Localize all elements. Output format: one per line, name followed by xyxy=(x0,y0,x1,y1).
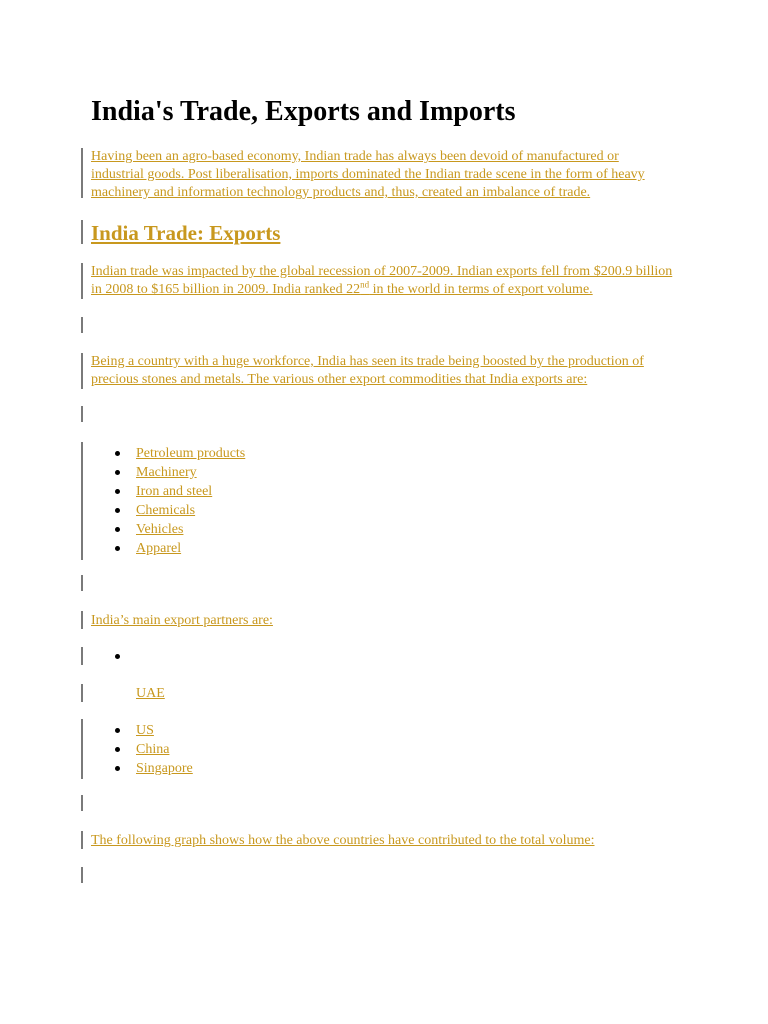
empty-bullet-list xyxy=(91,647,136,666)
recession-paragraph-link[interactable] xyxy=(91,263,683,299)
partners-block xyxy=(81,719,193,779)
commodities-list xyxy=(91,444,245,558)
commodity-link[interactable]: Vehicles xyxy=(136,522,184,537)
spacer-block-5 xyxy=(81,867,91,883)
bullet-icon xyxy=(115,489,120,494)
bullet-icon xyxy=(115,527,120,532)
partner-link[interactable]: US xyxy=(136,723,154,738)
page-title: India's Trade, Exports and Imports xyxy=(91,96,516,127)
intro-paragraph-link[interactable]: Having been an agro-based economy, Indian trade has always been devoid of manufactured or industrial goods. Post liberalisation, imports dominated the Indian trade scene in the form of heavy machinery and information technology products and, thus, created an imbalance of trade. xyxy=(91,149,645,200)
list-item xyxy=(91,520,245,539)
partner-link[interactable]: UAE xyxy=(136,686,165,701)
spacer-block-2 xyxy=(81,406,91,422)
ordinal-suffix: nd xyxy=(360,279,370,290)
list-item xyxy=(91,539,245,558)
bullet-icon xyxy=(115,728,120,733)
bullet-icon xyxy=(115,654,120,659)
bullet-icon xyxy=(115,508,120,513)
commodity-link[interactable]: Chemicals xyxy=(136,503,196,518)
partners-intro-link[interactable]: India’s main export partners are: xyxy=(91,613,273,628)
commodities-block xyxy=(81,442,245,560)
bullet-icon xyxy=(115,451,120,456)
list-item xyxy=(91,740,193,759)
recession-rest: in the world in terms of export volume. xyxy=(369,282,593,297)
spacer-block-3 xyxy=(81,575,91,591)
exports-heading-block xyxy=(81,220,280,244)
intro-block xyxy=(81,148,675,198)
list-item xyxy=(91,759,193,778)
workforce-paragraph-link[interactable]: Being a country with a huge workforce, India has seen its trade being boosted by the production of precious stones and metals. The various other export commodities that India exports are: xyxy=(91,354,644,387)
recession-text: Indian trade was impacted by the global recession of 2007-2009. Indian exports fell from $200.9 billion in 2008 to $165 billion in 2009. India ranked 22 xyxy=(91,264,673,297)
uae-block xyxy=(81,684,165,702)
partners-list xyxy=(91,721,193,778)
bullet-icon xyxy=(115,470,120,475)
commodity-link[interactable]: Machinery xyxy=(136,465,197,480)
graph-intro-link[interactable]: The following graph shows how the above countries have contributed to the total volume: xyxy=(91,833,595,848)
list-item xyxy=(91,721,193,740)
commodity-link[interactable]: Iron and steel xyxy=(136,484,213,499)
recession-block xyxy=(81,263,683,299)
empty-bullet-block xyxy=(81,647,136,665)
commodity-link[interactable]: Petroleum products xyxy=(136,446,246,461)
partner-link[interactable]: Singapore xyxy=(136,761,193,776)
graph-intro-block xyxy=(81,831,595,849)
uae-list xyxy=(91,684,165,703)
bullet-icon xyxy=(115,546,120,551)
exports-heading-link[interactable]: India Trade: Exports xyxy=(91,221,281,245)
list-item xyxy=(91,463,245,482)
spacer-block-1 xyxy=(81,317,91,333)
list-item xyxy=(91,647,136,666)
list-item xyxy=(91,684,165,703)
partners-intro-block xyxy=(81,611,273,629)
commodity-link[interactable]: Apparel xyxy=(136,541,182,556)
list-item xyxy=(91,482,245,501)
spacer-block-4 xyxy=(81,795,91,811)
bullet-icon xyxy=(115,766,120,771)
list-item xyxy=(91,501,245,520)
list-item xyxy=(91,444,245,463)
workforce-block xyxy=(81,353,681,389)
bullet-icon xyxy=(115,747,120,752)
partner-link[interactable]: China xyxy=(136,742,170,757)
